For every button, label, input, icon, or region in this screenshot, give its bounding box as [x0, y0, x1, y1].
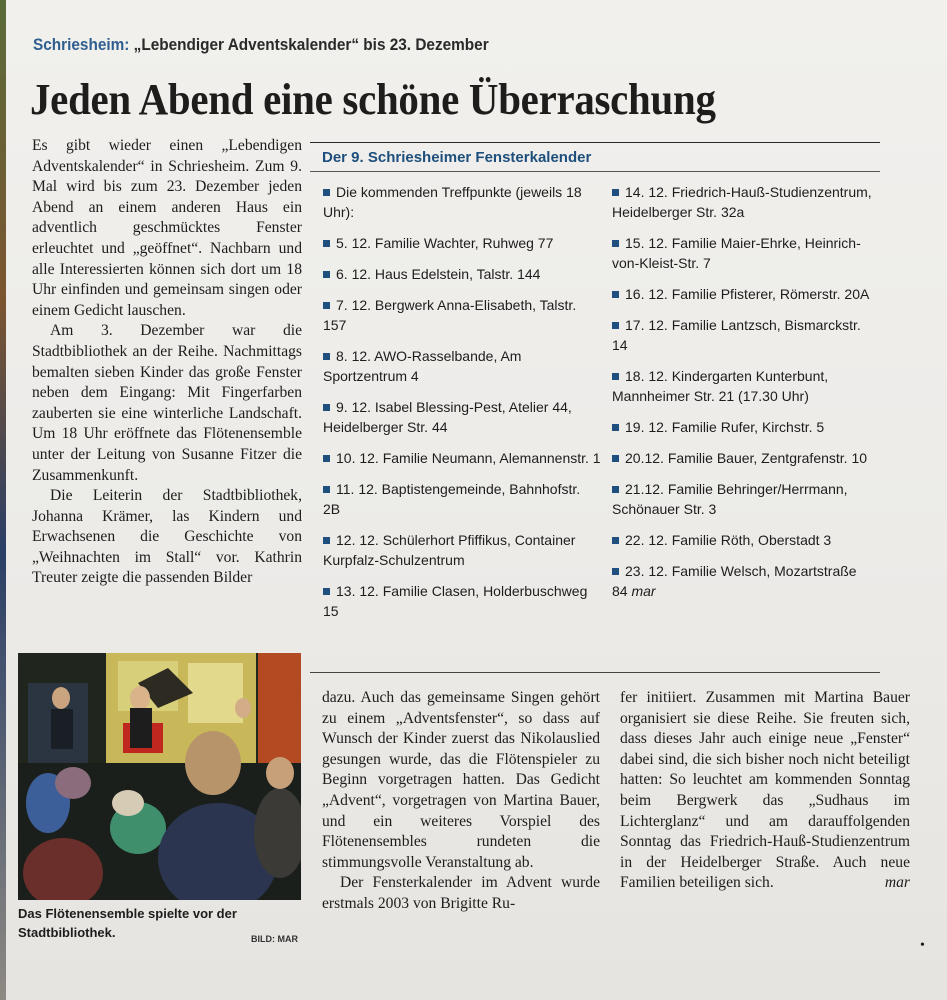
calendar-entry: 18. 12. Kindergarten Kunterbunt, Mannheimer Str. 21 (17.30 Uhr)	[612, 368, 829, 404]
calendar-bottom-rule	[310, 672, 880, 673]
calendar-entry: 19. 12. Familie Rufer, Kirchstr. 5	[612, 417, 874, 437]
bullet-square-icon	[612, 486, 619, 493]
bullet-square-icon	[323, 486, 330, 493]
article-signature: mar	[884, 874, 910, 892]
bullet-square-icon	[612, 240, 619, 247]
intro-paragraph-1: Es gibt wieder einen „Lebendigen Adventskalender“ in Schriesheim. Zum 9. Mal wird bis zum 23. Dezember jeden Abend an einem anderen Haus ein adventlich geschmücktes Fenster erleuchtet und „geöffnet“. Nachbarn und alle Interessierten können sich dort um 18 Uhr einfinden und gemeinsam singen oder einem Gedicht lauschen.	[32, 137, 302, 319]
bullet-square-icon	[323, 537, 330, 544]
calendar-entry: 8. 12. AWO-Rasselbande, Am Sportzentrum 4	[323, 348, 522, 384]
article-intro	[32, 136, 302, 589]
calendar-left-column	[323, 182, 601, 632]
intro-paragraph-3: Die Leiterin der Stadtbibliothek, Johanna Krämer, las Kindern und Erwachsenen die Geschichte von „Weihnachten im Stall“ vor. Kathrin Treuter zeigte die passenden Bilder	[32, 487, 302, 587]
bullet-square-icon	[323, 302, 330, 309]
bullet-square-icon	[323, 271, 330, 278]
bullet-square-icon	[323, 404, 330, 411]
calendar-entry: 11. 12. Baptistengemeinde, Bahnhofstr. 2B	[323, 481, 581, 517]
bullet-square-icon	[612, 455, 619, 462]
calendar-entry: 20.12. Familie Bauer, Zentgrafenstr. 10	[612, 448, 874, 468]
calendar-entry: 14. 12. Friedrich-Hauß-Studienzentrum, Heidelberger Str. 32a	[612, 184, 872, 220]
bullet-square-icon	[323, 189, 330, 196]
calendar-entry: 15. 12. Familie Maier-Ehrke, Heinrich-von-Kleist-Str. 7	[612, 235, 861, 271]
calendar-entry: 5. 12. Familie Wachter, Ruhweg 77	[323, 233, 601, 253]
bullet-square-icon	[612, 373, 619, 380]
calendar-entry: Die kommenden Treffpunkte (jeweils 18 Uhr):	[323, 184, 582, 220]
article-headline: Jeden Abend eine schöne Überraschung	[30, 75, 716, 124]
continuation-paragraph-2: Der Fensterkalender im Advent wurde erstmals 2003 von Brigitte Ru-	[322, 874, 600, 912]
photo-credit: BILD: MAR	[251, 934, 298, 944]
photo-illustration	[18, 653, 301, 900]
bullet-square-icon	[612, 189, 619, 196]
bullet-square-icon	[612, 291, 619, 298]
calendar-entry: 13. 12. Familie Clasen, Holderbuschweg 15	[323, 583, 588, 619]
bullet-square-icon	[323, 353, 330, 360]
kicker-text: „Lebendiger Adventskalender“ bis 23. Dezember	[133, 36, 489, 54]
calendar-entry: 22. 12. Familie Röth, Oberstadt 3	[612, 530, 874, 550]
calendar-box-title: Der 9. Schriesheimer Fensterkalender	[322, 149, 592, 166]
calendar-entry: 6. 12. Haus Edelstein, Talstr. 144	[323, 264, 601, 284]
bullet-square-icon	[323, 240, 330, 247]
bullet-square-icon	[323, 455, 330, 462]
bullet-square-icon	[323, 588, 330, 595]
photo-caption: Das Flötenensemble spielte vor der Stadtbibliothek.	[18, 906, 237, 940]
calendar-entry: 23. 12. Familie Welsch, Mozartstraße 84 mar	[612, 563, 857, 599]
kicker-location: Schriesheim:	[33, 36, 130, 54]
article-kicker	[33, 36, 489, 55]
bullet-square-icon	[612, 424, 619, 431]
article-continuation-column-1	[322, 688, 600, 915]
bullet-square-icon	[612, 322, 619, 329]
ensemble-photo	[18, 653, 301, 900]
calendar-title-rule	[310, 171, 880, 172]
continuation-paragraph-1: dazu. Auch das gemeinsame Singen gehört zu einem „Adventsfenster“, so dass auf Wunsch der Kinder zuerst das Nikolauslied gesungen wurde, das die Flötenspieler zu Beginn vorgetragen hatten. Das Gedicht „Advent“, vorgetragen von Martina Bauer, und ein weiteres Vorspiel des Flötenensembles rundeten die stimmungsvolle Veranstaltung ab.	[322, 689, 600, 871]
calendar-entry: 12. 12. Schülerhort Pfiffikus, Container Kurpfalz-Schulzentrum	[323, 532, 576, 568]
calendar-top-rule	[310, 142, 880, 143]
calendar-entry: 7. 12. Bergwerk Anna-Elisabeth, Talstr. 157	[323, 297, 577, 333]
calendar-entry: 10. 12. Familie Neumann, Alemannenstr. 1	[323, 448, 601, 468]
intro-paragraph-2: Am 3. Dezember war die Stadtbibliothek an der Reihe. Nachmittags bemalten sieben Kinder das große Fenster neben dem Eingang: Mit Fingerfarben zauberten sie eine winterliche Landschaft. Um 18 Uhr eröffnete das Flötenensemble unter der Leitung von Susanne Fitzer die Zusammenkunft.	[32, 322, 302, 484]
article-continuation-column-2	[620, 688, 910, 894]
calendar-signature: mar	[631, 583, 656, 599]
calendar-entry: 17. 12. Familie Lantzsch, Bismarckstr. 14	[612, 317, 861, 353]
end-of-article-mark: •	[920, 938, 925, 953]
calendar-entry: 9. 12. Isabel Blessing-Pest, Atelier 44, Heidelberger Str. 44	[323, 399, 572, 435]
calendar-entry: 21.12. Familie Behringer/Herrmann, Schönauer Str. 3	[612, 481, 848, 517]
bullet-square-icon	[612, 568, 619, 575]
continuation-paragraph-3: fer initiiert. Zusammen mit Martina Bauer organisiert sie diese Reihe. Sie freuten sich, dass dieses Jahr auch einige neue „Fenster“ dabei sind, die sich bisher noch nicht beteiligt hatten: So leuchtet am kommenden Sonntag beim Bergwerk das „Sudhaus im Lichterglanz“ und am darauffolgenden Sonntag das Friedrich-Hauß-Studienzentrum in der Heidelberger Straße. Auch neue Familien beteiligen sich. mar	[620, 688, 910, 894]
bullet-square-icon	[612, 537, 619, 544]
calendar-entry: 16. 12. Familie Pfisterer, Römerstr. 20A	[612, 284, 874, 304]
calendar-right-column	[612, 182, 874, 612]
